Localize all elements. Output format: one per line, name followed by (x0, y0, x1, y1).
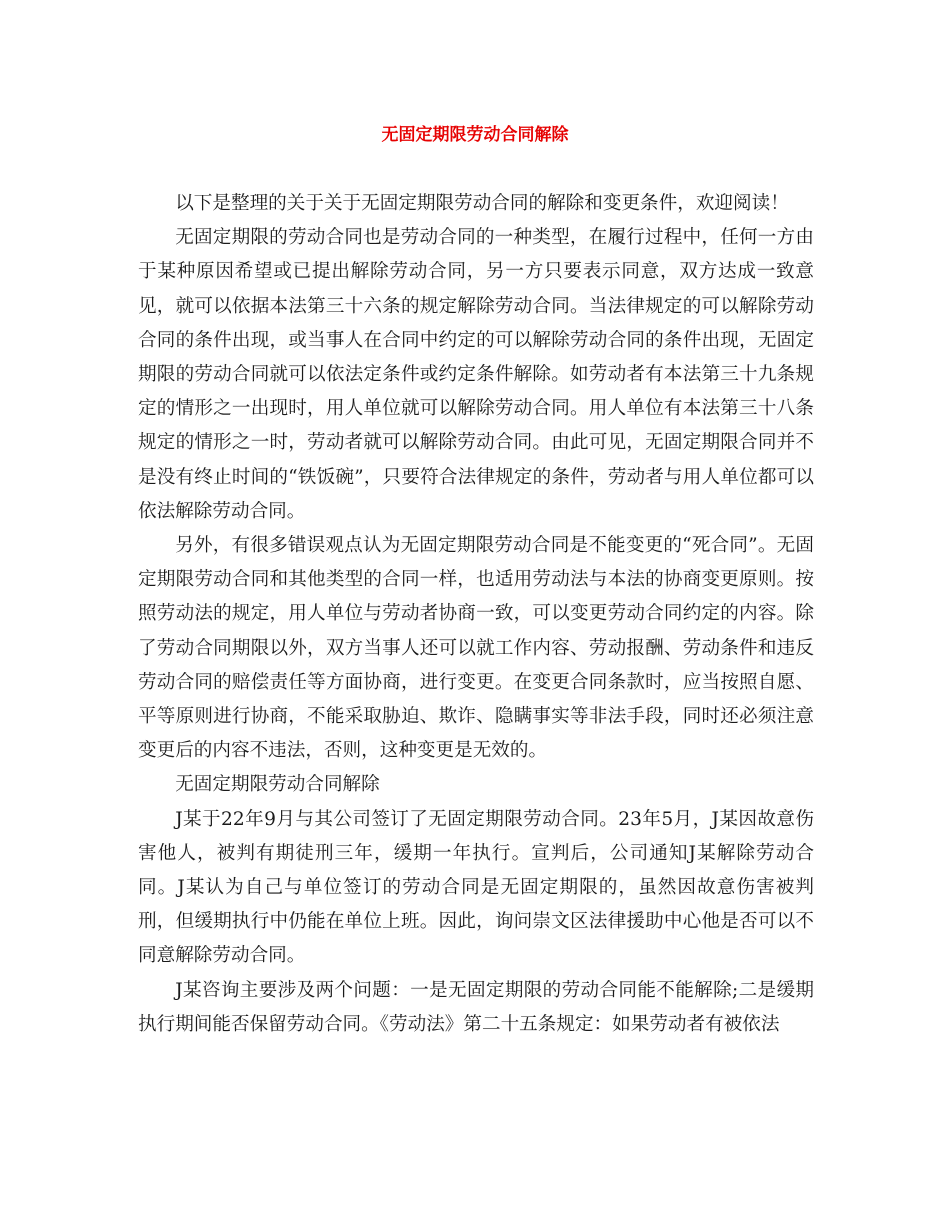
paragraph-case-analysis: J某咨询主要涉及两个问题：一是无固定期限的劳动合同能不能解除;二是缓期执行期间能否保留劳动合同。《劳动法》第二十五条规定：如果劳动者有被依法 (138, 979, 814, 1035)
section-heading: 无固定期限劳动合同解除 (175, 774, 380, 796)
paragraph-termination-conditions: 无固定期限的劳动合同也是劳动合同的一种类型，在履行过程中，任何一方由于某种原因希望或已提出解除劳动合同，另一方只要表示同意，双方达成一致意见，就可以依据本法第三十六条的规定解除劳动合同。当法律规定的可以解除劳动合同的条件出现，或当事人在合同中约定的可以解除劳动合同的条件出现，无固定期限的劳动合同就可以依法定条件或约定条件解除。如劳动者有本法第三十九条规定的情形之一出现时，用人单位就可以解除劳动合同。用人单位有本法第三十八条规定的情形之一时，劳动者就可以解除劳动合同。由此可见，无固定期限合同并不是没有终止时间的“铁饭碗”，只要符合法律规定的条件，劳动者与用人单位都可以依法解除劳动合同。 (138, 227, 814, 522)
document-title: 无固定期限劳动合同解除 (381, 125, 569, 145)
paragraph-intro: 以下是整理的关于关于无固定期限劳动合同的解除和变更条件，欢迎阅读！ (175, 193, 789, 214)
document-body (138, 187, 814, 1042)
paragraph-case: J某于22年9月与其公司签订了无固定期限劳动合同。23年5月，J某因故意伤害他人，被判有期徒刑三年，缓期一年执行。宣判后，公司通知J某解除劳动合同。J某认为自己与单位签订的劳动合同是无固定期限的，虽然因故意伤害被判刑，但缓期执行中仍能在单位上班。因此，询问崇文区法律援助中心他是否可以不同意解除劳动合同。 (138, 808, 814, 967)
paragraph-modification: 另外，有很多错误观点认为无固定期限劳动合同是不能变更的“死合同”。无固定期限劳动合同和其他类型的合同一样，也适用劳动法与本法的协商变更原则。按照劳动法的规定，用人单位与劳动者协商一致，可以变更劳动合同约定的内容。除了劳动合同期限以外，双方当事人还可以就工作内容、劳动报酬、劳动条件和违反劳动合同的赔偿责任等方面协商，进行变更。在变更合同条款时，应当按照自愿、平等原则进行协商，不能采取胁迫、欺诈、隐瞒事实等非法手段，同时还必须注意变更后的内容不违法，否则，这种变更是无效的。 (138, 535, 814, 762)
